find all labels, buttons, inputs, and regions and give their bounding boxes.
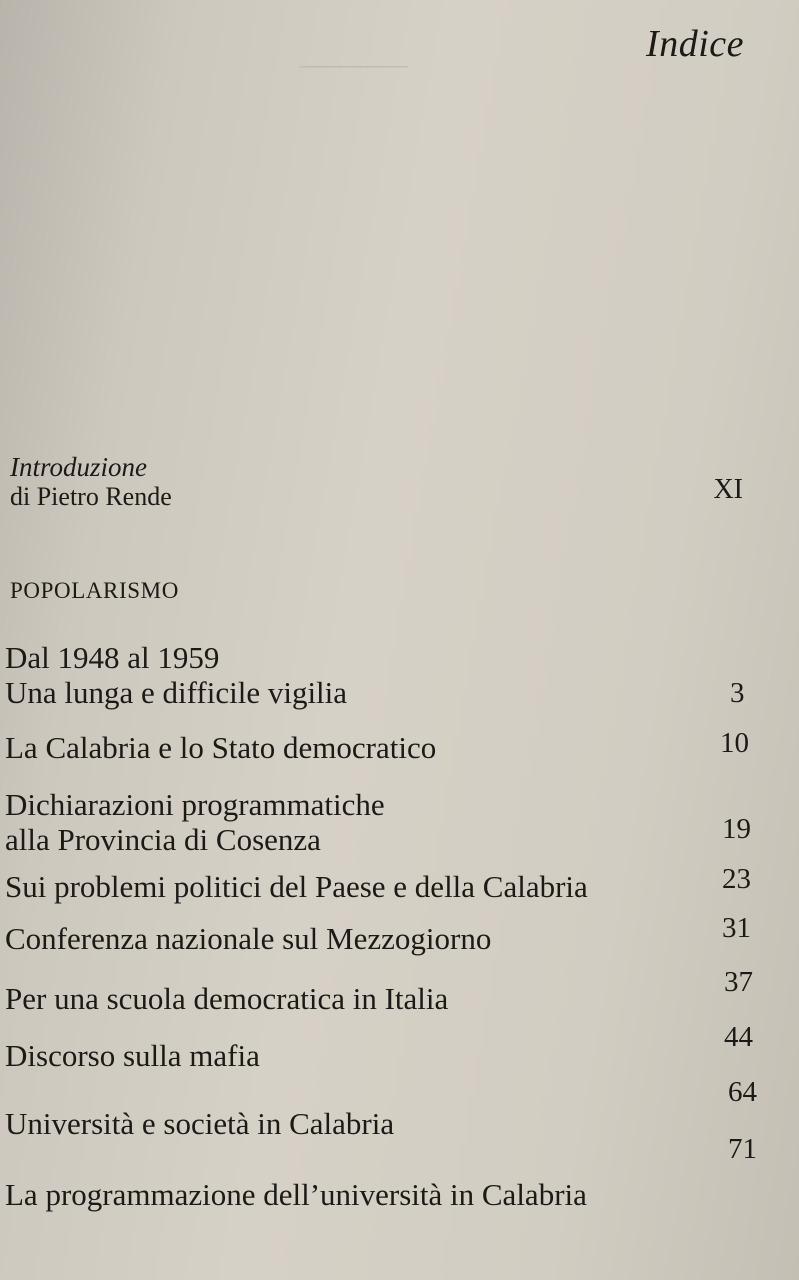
toc-entry-line: Una lunga e difficile vigilia — [5, 675, 348, 710]
toc-entry-line: Università e società in Calabria — [5, 1106, 395, 1141]
toc-entry-line: Discorso sulla mafia — [5, 1038, 260, 1073]
toc-entry-page-number: 23 — [722, 863, 751, 895]
toc-entry-line: alla Provincia di Cosenza — [5, 822, 321, 857]
toc-entry-line: Dal 1948 al 1959 — [5, 640, 220, 675]
toc-entry-line: Per una scuola democratica in Italia — [5, 981, 449, 1016]
introduction-title: Introduzione — [10, 452, 147, 482]
toc-entry-line: Sui problemi politici del Paese e della Calabria — [5, 869, 588, 904]
toc-entry-page-number: 3 — [730, 677, 745, 709]
page-title: Indice — [646, 23, 744, 65]
toc-entry-page-number: 10 — [720, 727, 749, 759]
toc-entry-page-number: 19 — [722, 813, 751, 845]
toc-entry-line: Dichiarazioni programmatiche — [5, 787, 385, 822]
introduction-page-number: XI — [713, 474, 743, 505]
toc-entry-line: La programmazione dell’università in Calabria — [5, 1177, 587, 1212]
toc-entry-line: Conferenza nazionale sul Mezzogiorno — [5, 921, 492, 956]
toc-entry-page-number: 71 — [728, 1133, 757, 1165]
introduction-author: di Pietro Rende — [10, 482, 172, 511]
toc-entry-page-number: 64 — [728, 1076, 757, 1108]
toc-entry-line: La Calabria e lo Stato democratico — [5, 730, 437, 765]
toc-entry-page-number: 31 — [722, 912, 751, 944]
section-title: POPOLARISMO — [10, 578, 179, 603]
toc-entry-page-number: 44 — [724, 1021, 753, 1053]
toc-entry-page-number: 37 — [724, 966, 753, 998]
bleed-through-text: ________ — [300, 40, 408, 70]
